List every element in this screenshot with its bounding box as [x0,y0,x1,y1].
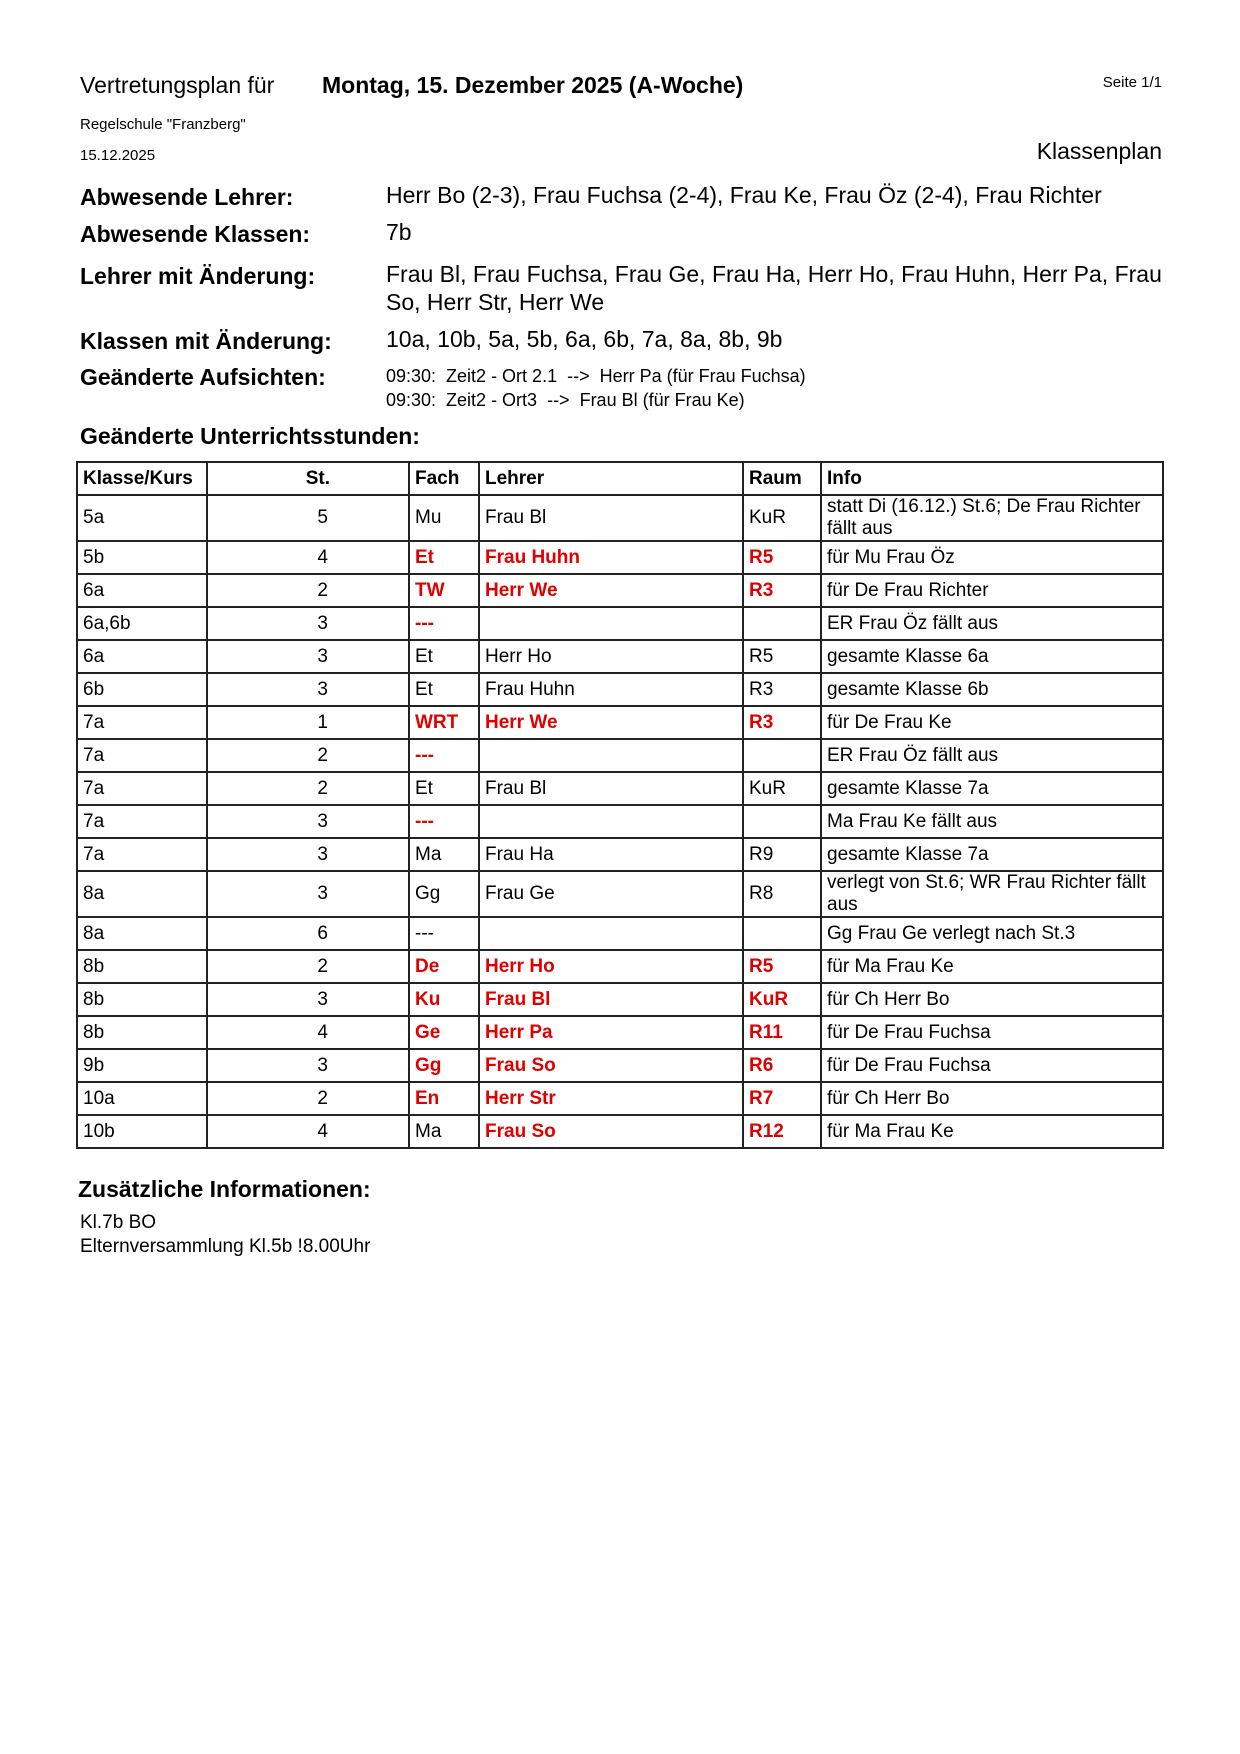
cell-class: 6a [77,640,207,673]
cell-teacher [479,607,743,640]
cell-teacher: Frau Huhn [479,673,743,706]
substitution-table [76,461,1164,1149]
cell-info: ER Frau Öz fällt aus [821,739,1163,772]
changed-lessons-heading: Geänderte Unterrichtsstunden: [80,423,420,449]
cell-room: R11 [743,1016,821,1049]
cell-subject: WRT [409,706,479,739]
table-row [77,495,1163,541]
table-row [77,1115,1163,1148]
cell-teacher: Frau Ha [479,838,743,871]
cell-room: KuR [743,495,821,541]
cell-class: 10a [77,1082,207,1115]
plan-type: Klassenplan [1036,138,1162,164]
cell-info: statt Di (16.12.) St.6; De Frau Richter fällt aus [821,495,1163,541]
table-row [77,1049,1163,1082]
cell-room: KuR [743,983,821,1016]
cell-subject: Et [409,541,479,574]
cell-class: 5a [77,495,207,541]
cell-teacher [479,739,743,772]
school-name: Regelschule "Franzberg" [80,116,246,133]
cell-teacher: Herr We [479,706,743,739]
print-date: 15.12.2025 [80,147,156,164]
cell-class: 6b [77,673,207,706]
cell-subject: De [409,950,479,983]
table-row [77,772,1163,805]
cell-teacher: Herr Ho [479,950,743,983]
cell-info: für Ma Frau Ke [821,950,1163,983]
column-header-info: Info [821,462,1163,495]
cell-class: 7a [77,838,207,871]
changed-supervision-label: Geänderte Aufsichten: [80,364,326,390]
cell-room [743,805,821,838]
cell-room: R5 [743,640,821,673]
cell-teacher: Frau So [479,1049,743,1082]
cell-period: 6 [207,917,409,950]
additional-info-line: Elternversammlung Kl.5b !8.00Uhr [80,1236,371,1257]
cell-room: R3 [743,706,821,739]
cell-class: 7a [77,805,207,838]
cell-info: für De Frau Ke [821,706,1163,739]
cell-period: 3 [207,673,409,706]
cell-period: 2 [207,739,409,772]
cell-subject: Ku [409,983,479,1016]
cell-teacher [479,917,743,950]
cell-class: 9b [77,1049,207,1082]
cell-info: gesamte Klasse 6a [821,640,1163,673]
table-row [77,805,1163,838]
cell-teacher: Herr Pa [479,1016,743,1049]
cell-subject: En [409,1082,479,1115]
cell-info: für Ch Herr Bo [821,983,1163,1016]
cell-info: für Mu Frau Öz [821,541,1163,574]
cell-subject: TW [409,574,479,607]
changed-classes-value: 10a, 10b, 5a, 5b, 6a, 6b, 7a, 8a, 8b, 9b [386,326,783,352]
cell-info: gesamte Klasse 7a [821,772,1163,805]
cell-subject: --- [409,607,479,640]
table-row [77,673,1163,706]
cell-period: 3 [207,607,409,640]
cell-room: R5 [743,950,821,983]
cell-class: 8b [77,950,207,983]
cell-room [743,917,821,950]
absent-teachers-value: Herr Bo (2-3), Frau Fuchsa (2-4), Frau Ke, Frau Öz (2-4), Frau Richter [386,182,1102,208]
cell-info: gesamte Klasse 7a [821,838,1163,871]
table-row [77,1082,1163,1115]
title-prefix: Vertretungsplan für [80,72,275,98]
cell-teacher: Herr Str [479,1082,743,1115]
cell-period: 2 [207,772,409,805]
cell-period: 2 [207,1082,409,1115]
cell-info: Gg Frau Ge verlegt nach St.3 [821,917,1163,950]
cell-subject: Et [409,640,479,673]
title-date: Montag, 15. Dezember 2025 (A-Woche) [322,72,744,98]
cell-teacher: Frau Bl [479,495,743,541]
cell-class: 7a [77,772,207,805]
column-header-subject: Fach [409,462,479,495]
cell-room: R6 [743,1049,821,1082]
cell-teacher: Herr We [479,574,743,607]
cell-period: 5 [207,495,409,541]
column-header-room: Raum [743,462,821,495]
column-header-class: Klasse/Kurs [77,462,207,495]
cell-info: für Ma Frau Ke [821,1115,1163,1148]
cell-room: R9 [743,838,821,871]
table-row [77,917,1163,950]
table-row [77,541,1163,574]
cell-info: für De Frau Richter [821,574,1163,607]
supervision-line: 09:30: Zeit2 - Ort3 --> Frau Bl (für Frau Ke) [386,390,745,410]
table-row [77,983,1163,1016]
cell-teacher: Frau So [479,1115,743,1148]
cell-info: verlegt von St.6; WR Frau Richter fällt aus [821,871,1163,917]
cell-subject: Ma [409,1115,479,1148]
table-row [77,739,1163,772]
page-indicator: Seite 1/1 [1102,74,1162,91]
cell-room: R5 [743,541,821,574]
cell-class: 8a [77,917,207,950]
cell-teacher: Frau Ge [479,871,743,917]
cell-subject: Gg [409,1049,479,1082]
cell-period: 3 [207,640,409,673]
supervision-line: 09:30: Zeit2 - Ort 2.1 --> Herr Pa (für Frau Fuchsa) [386,366,806,386]
cell-teacher [479,805,743,838]
cell-subject: --- [409,805,479,838]
absent-classes-value: 7b [386,219,412,245]
cell-subject: Et [409,772,479,805]
cell-room: R12 [743,1115,821,1148]
cell-info: gesamte Klasse 6b [821,673,1163,706]
cell-period: 3 [207,871,409,917]
cell-class: 8b [77,1016,207,1049]
cell-class: 10b [77,1115,207,1148]
cell-room: R7 [743,1082,821,1115]
column-header-period: St. [207,462,409,495]
cell-class: 8b [77,983,207,1016]
cell-room: R8 [743,871,821,917]
cell-period: 3 [207,838,409,871]
cell-room [743,739,821,772]
cell-subject: --- [409,917,479,950]
table-row [77,838,1163,871]
cell-info: für De Frau Fuchsa [821,1016,1163,1049]
cell-class: 5b [77,541,207,574]
cell-teacher: Frau Huhn [479,541,743,574]
cell-info: für Ch Herr Bo [821,1082,1163,1115]
absent-classes-label: Abwesende Klassen: [80,221,311,247]
cell-room [743,607,821,640]
cell-period: 3 [207,983,409,1016]
table-row [77,574,1163,607]
cell-teacher: Herr Ho [479,640,743,673]
cell-period: 2 [207,950,409,983]
cell-teacher: Frau Bl [479,983,743,1016]
table-row [77,1016,1163,1049]
cell-period: 4 [207,1016,409,1049]
cell-info: ER Frau Öz fällt aus [821,607,1163,640]
cell-subject: Ma [409,838,479,871]
table-row [77,640,1163,673]
column-header-teacher: Lehrer [479,462,743,495]
cell-room: R3 [743,574,821,607]
cell-subject: Gg [409,871,479,917]
cell-class: 6a [77,574,207,607]
cell-class: 6a,6b [77,607,207,640]
cell-period: 4 [207,541,409,574]
cell-room: KuR [743,772,821,805]
cell-room: R3 [743,673,821,706]
additional-info-line: Kl.7b BO [80,1212,157,1233]
cell-period: 3 [207,805,409,838]
cell-info: für De Frau Fuchsa [821,1049,1163,1082]
cell-period: 3 [207,1049,409,1082]
changed-teachers-label: Lehrer mit Änderung: [80,263,316,289]
absent-teachers-label: Abwesende Lehrer: [80,184,294,210]
table-row [77,950,1163,983]
additional-info-heading: Zusätzliche Informationen: [78,1176,371,1202]
cell-subject: Et [409,673,479,706]
cell-info: Ma Frau Ke fällt aus [821,805,1163,838]
table-header-row [77,462,1163,495]
cell-class: 8a [77,871,207,917]
cell-teacher: Frau Bl [479,772,743,805]
changed-teachers-value: Frau Bl, Frau Fuchsa, Frau Ge, Frau Ha, Herr Ho, Frau Huhn, Herr Pa, Frau So, Herr Str, Herr We [386,261,1162,315]
cell-subject: --- [409,739,479,772]
cell-period: 1 [207,706,409,739]
table-row [77,706,1163,739]
cell-period: 2 [207,574,409,607]
cell-subject: Ge [409,1016,479,1049]
changed-classes-label: Klassen mit Änderung: [80,328,332,354]
cell-subject: Mu [409,495,479,541]
table-row [77,607,1163,640]
cell-class: 7a [77,706,207,739]
cell-class: 7a [77,739,207,772]
cell-period: 4 [207,1115,409,1148]
table-row [77,871,1163,917]
